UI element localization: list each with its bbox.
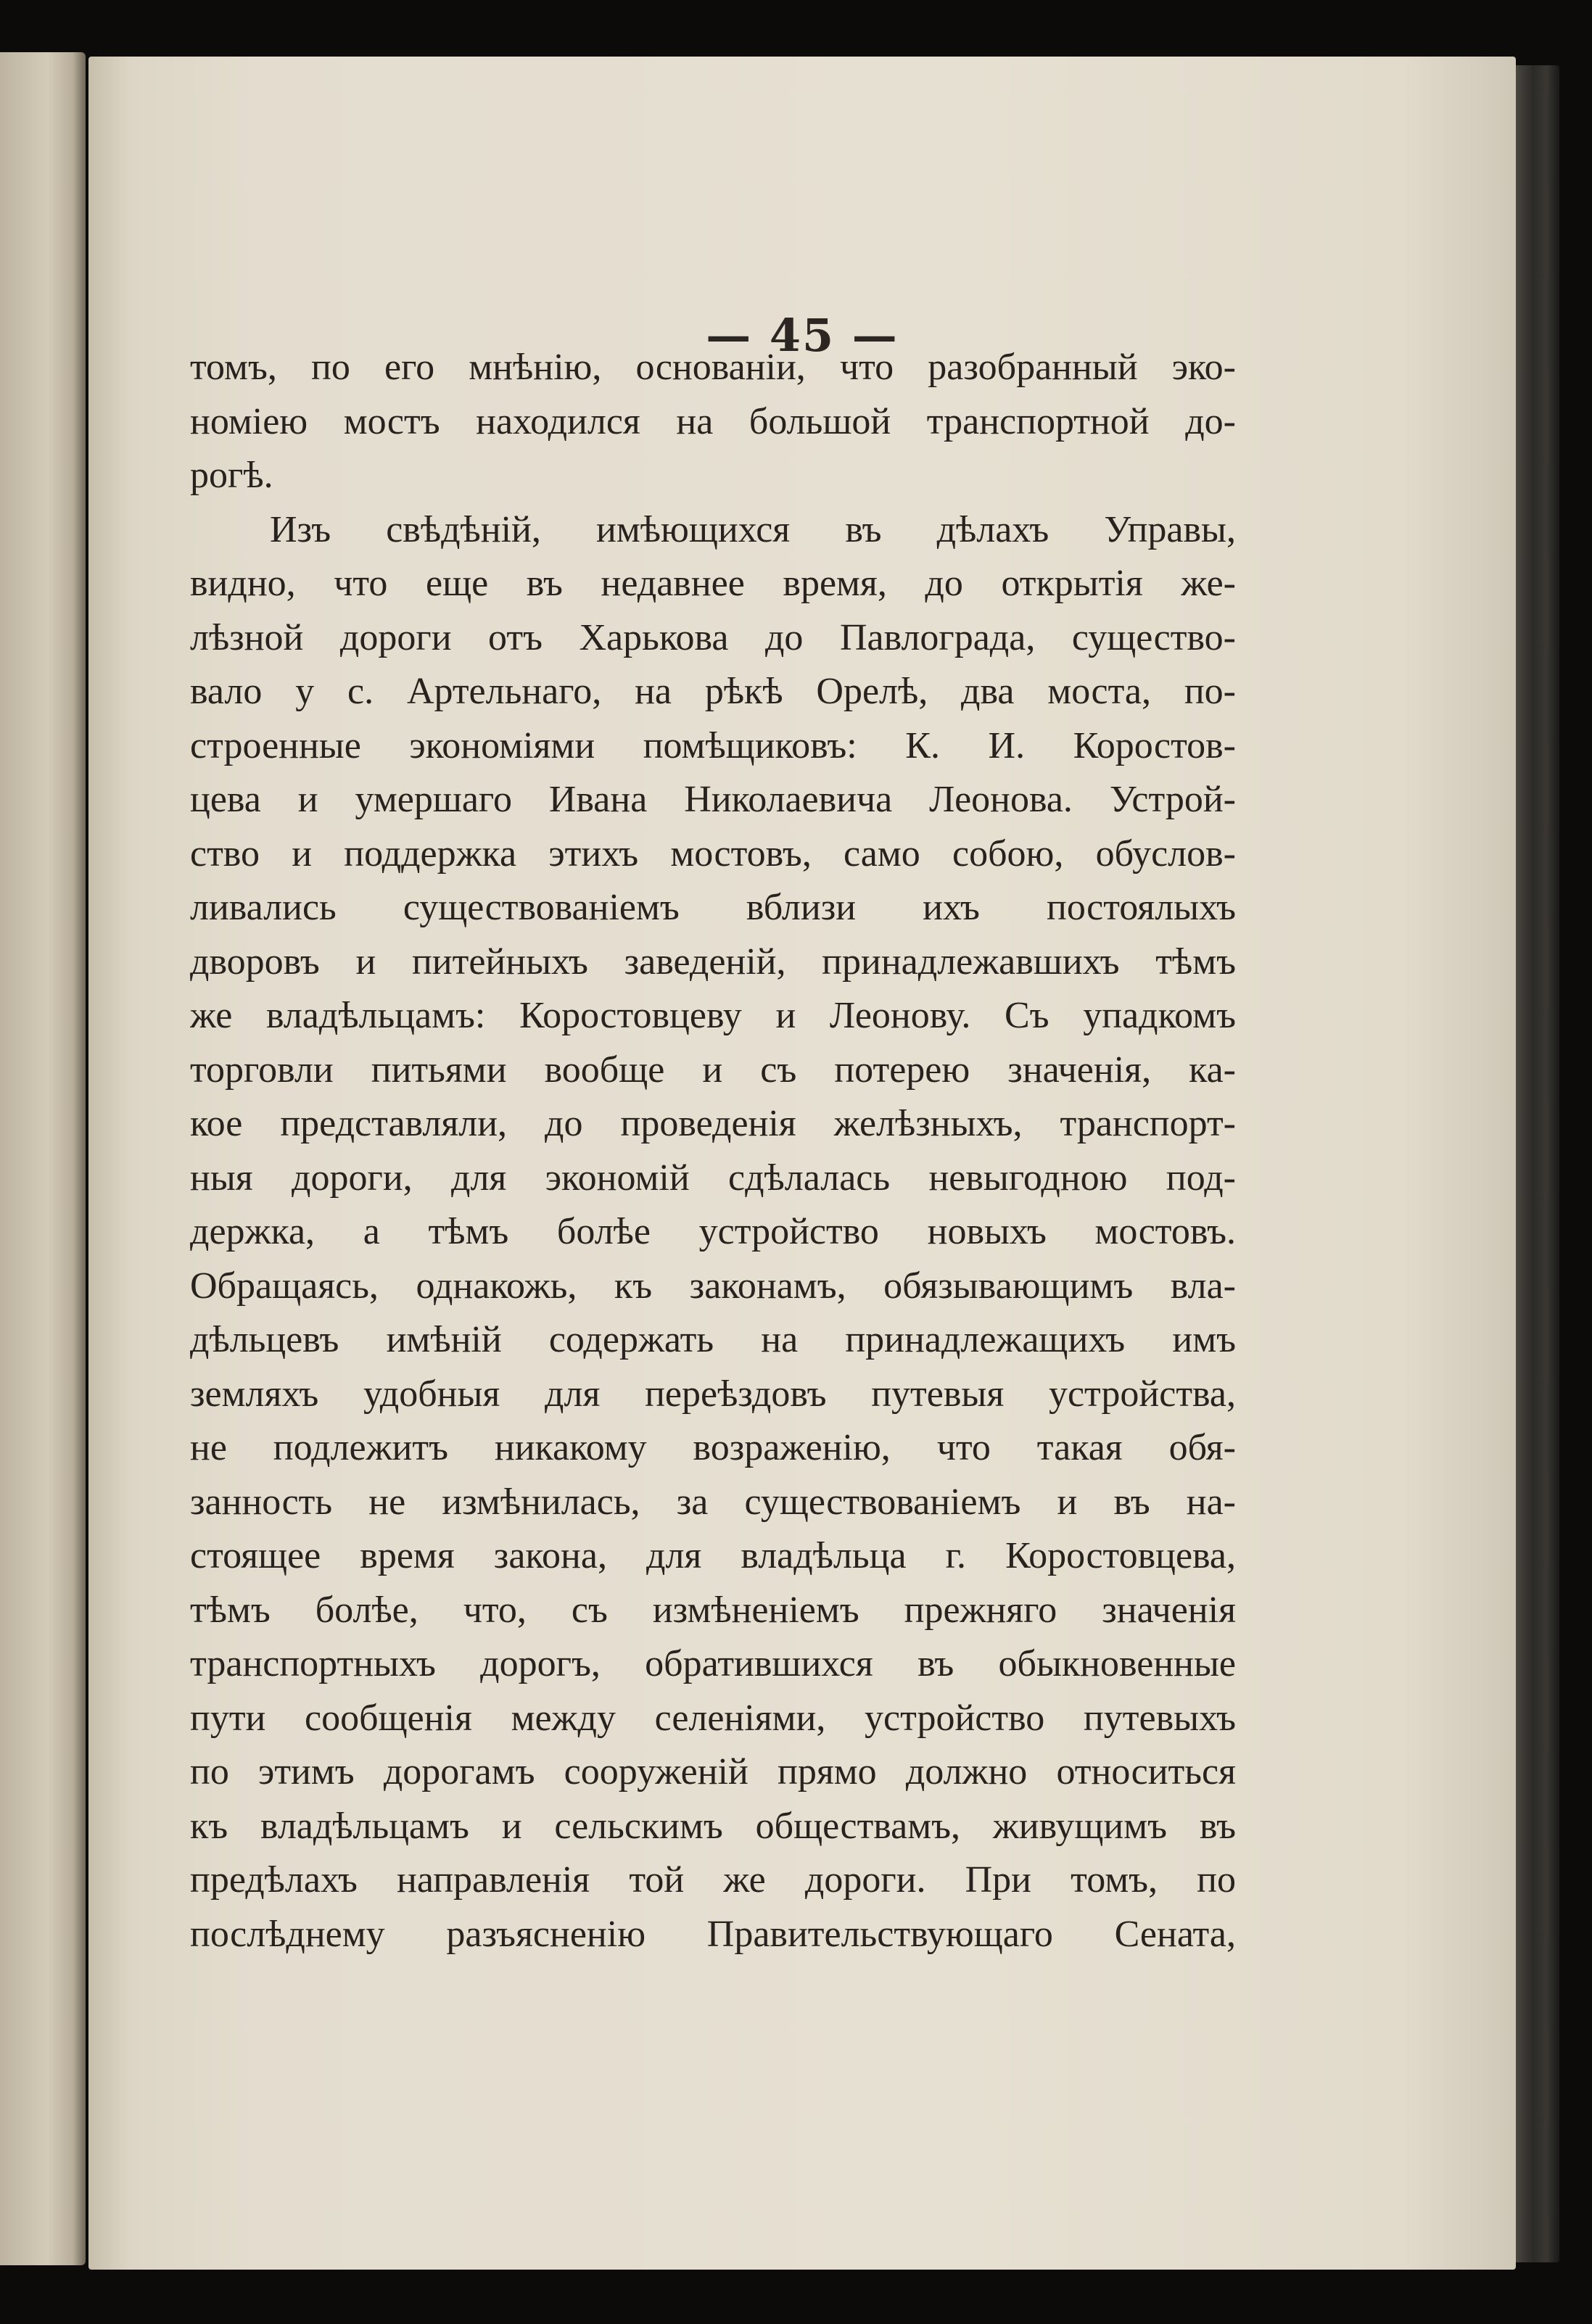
text-line: держка, а тѣмъ болѣе устройство новыхъ мостовъ.: [190, 1211, 1236, 1252]
page-number: — 45 —: [706, 309, 899, 362]
text-line: дѣльцевъ имѣній содержать на принадлежащихъ имъ: [190, 1319, 1236, 1360]
text-line: по этимъ дорогамъ сооруженій прямо должно относиться: [190, 1751, 1236, 1792]
text-line: ство и поддержка этихъ мостовъ, само собою, обуслов-: [190, 832, 1236, 874]
text-line: предѣлахъ направленія той же дороги. При томъ, по: [190, 1859, 1236, 1901]
text-line: къ владѣльцамъ и сельскимъ обществамъ, живущимъ въ: [190, 1805, 1236, 1847]
text-line: лѣзной дороги отъ Харькова до Павлограда, существо-: [190, 616, 1236, 658]
text-line: транспортныхъ дорогъ, обратившихся въ обыкновенные: [190, 1643, 1236, 1684]
body-text: [190, 341, 1236, 1961]
text-line: строенные экономіями помѣщиковъ: К. И. Коростов-: [190, 724, 1236, 766]
text-line: кое представляли, до проведенія желѣзныхъ, транспорт-: [190, 1103, 1236, 1144]
text-line: тѣмъ болѣе, что, съ измѣненіемъ прежняго значенія: [190, 1589, 1236, 1631]
text-line: номіею мостъ находился на большой транспортной до-: [190, 400, 1236, 442]
text-line: же владѣльцамъ: Коростовцеву и Леонову. Съ упадкомъ: [190, 995, 1236, 1036]
text-line: земляхъ удобныя для переѣздовъ путевыя устройства,: [190, 1373, 1236, 1415]
text-line: дворовъ и питейныхъ заведеній, принадлежавшихъ тѣмъ: [190, 940, 1236, 983]
text-line: цева и умершаго Ивана Николаевича Леонова. Устрой-: [190, 779, 1236, 820]
text-line: ныя дороги, для экономій сдѣлалась невыгодною под-: [190, 1157, 1236, 1199]
text-line: послѣднему разъясненію Правительствующаго Сената,: [190, 1913, 1236, 1955]
text-line: не подлежитъ никакому возраженію, что такая обя-: [190, 1427, 1236, 1468]
text-line: пути сообщенія между селеніями, устройство путевыхъ: [190, 1697, 1236, 1739]
text-line: рогѣ.: [190, 455, 273, 496]
page-stack-edge: [1516, 65, 1559, 2262]
text-line: торговли питьями вообще и съ потерею значенія, ка-: [190, 1049, 1236, 1091]
text-line: томъ, по его мнѣнію, основаніи, что разобранный эко-: [190, 347, 1236, 388]
text-line: ливались существованіемъ вблизи ихъ постоялыхъ: [190, 887, 1236, 928]
text-line: вало у с. Артельнаго, на рѣкѣ Орелѣ, два моста, по-: [190, 671, 1236, 712]
paragraph-start-line: Изъ свѣдѣній, имѣющихся въ дѣлахъ Управы,: [270, 508, 1236, 550]
text-line: занность не измѣнилась, за существованіемъ и въ на-: [190, 1481, 1236, 1523]
text-line: стоящее время закона, для владѣльца г. Коростовцева,: [190, 1535, 1236, 1576]
previous-page-edge: [0, 52, 86, 2265]
text-line: видно, что еще въ недавнее время, до открытія же-: [190, 563, 1236, 604]
text-line: Обращаясь, однакожь, къ законамъ, обязывающимъ вла-: [190, 1265, 1236, 1307]
